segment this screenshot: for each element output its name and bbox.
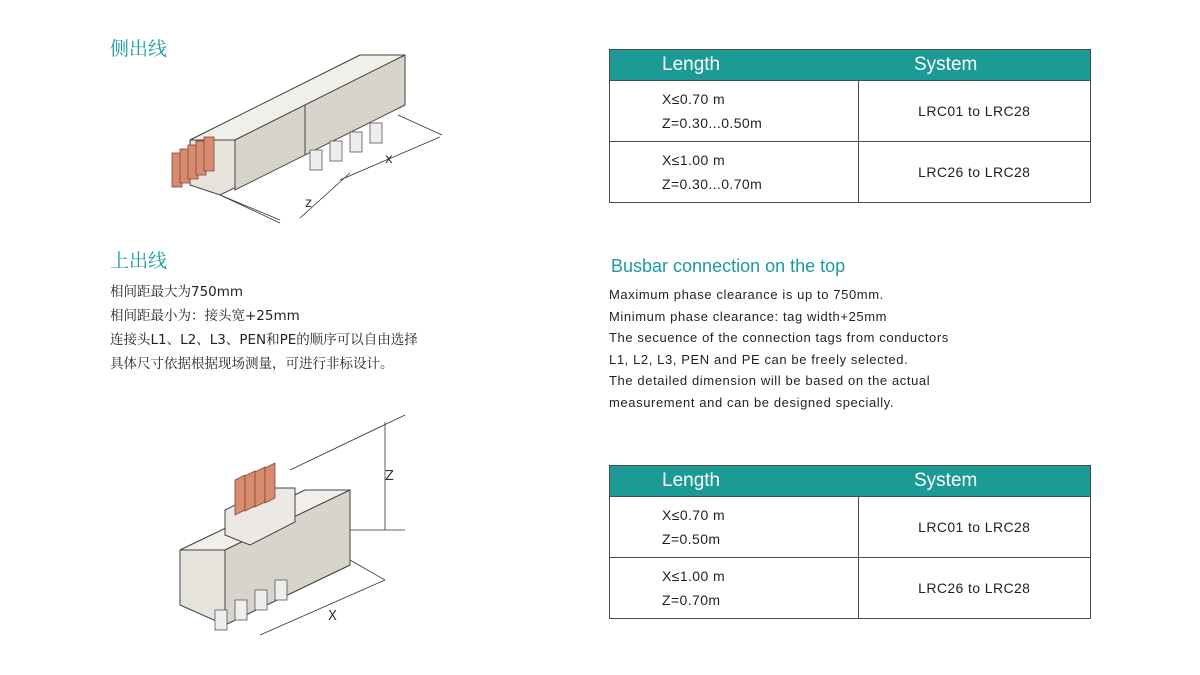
- top-outlet-diagram: [170, 410, 420, 650]
- cn-spec-text: [110, 280, 418, 376]
- spec-table-top: [609, 465, 1091, 619]
- dimension-z-label: Z: [385, 469, 394, 484]
- length-z: Z=0.30...0.50m: [662, 115, 763, 131]
- en-line-2: Minimum phase clearance: tag width+25mm: [609, 308, 888, 324]
- en-line-4: L1, L2, L3, PEN and PE can be freely selected.: [609, 351, 909, 367]
- system-range: LRC01 to LRC28: [858, 81, 1091, 142]
- table-row: [610, 81, 1091, 142]
- length-z: Z=0.30...0.70m: [662, 176, 763, 192]
- length-x: X≤1.00 m: [662, 152, 726, 168]
- length-x: X≤0.70 m: [662, 91, 726, 107]
- header-length: Length: [610, 466, 859, 497]
- header-system: System: [858, 466, 1091, 497]
- spec-table-side: [609, 49, 1091, 203]
- table-row: [610, 142, 1091, 203]
- top-outlet-title: 上出线: [110, 250, 168, 272]
- side-outlet-diagram: [160, 45, 460, 230]
- en-line-1: Maximum phase clearance is up to 750mm.: [609, 287, 884, 302]
- en-spec-text: [609, 284, 949, 413]
- system-range: LRC26 to LRC28: [858, 142, 1091, 203]
- cn-line-1: 相间距最大为750mm: [110, 284, 244, 300]
- header-length: Length: [610, 50, 859, 81]
- length-z: Z=0.50m: [662, 531, 721, 547]
- dimension-x-label: x: [385, 152, 393, 167]
- busbar-top-title: Busbar connection on the top: [611, 256, 846, 276]
- cn-line-2: 相间距最小为：接头宽+25mm: [110, 308, 300, 324]
- length-z: Z=0.70m: [662, 592, 721, 608]
- system-range: LRC26 to LRC28: [858, 558, 1091, 619]
- side-outlet-title: 侧出线: [110, 38, 168, 60]
- table-row: [610, 558, 1091, 619]
- en-line-3: The secuence of the connection tags from conductors: [609, 330, 949, 345]
- table-row: [610, 497, 1091, 558]
- dimension-z-label: z: [305, 196, 312, 211]
- cn-line-3: 连接头L1、L2、L3、PEN和PE的顺序可以自由选择: [110, 332, 418, 348]
- en-line-5: The detailed dimension will be based on the actual: [609, 373, 931, 388]
- header-system: System: [858, 50, 1091, 81]
- en-line-6: measurement and can be designed specially.: [609, 394, 895, 410]
- dimension-x-label: X: [328, 609, 337, 624]
- system-range: LRC01 to LRC28: [858, 497, 1091, 558]
- length-x: X≤1.00 m: [662, 568, 726, 584]
- length-x: X≤0.70 m: [662, 507, 726, 523]
- cn-line-4: 具体尺寸依据根据现场测量，可进行非标设计。: [110, 356, 394, 372]
